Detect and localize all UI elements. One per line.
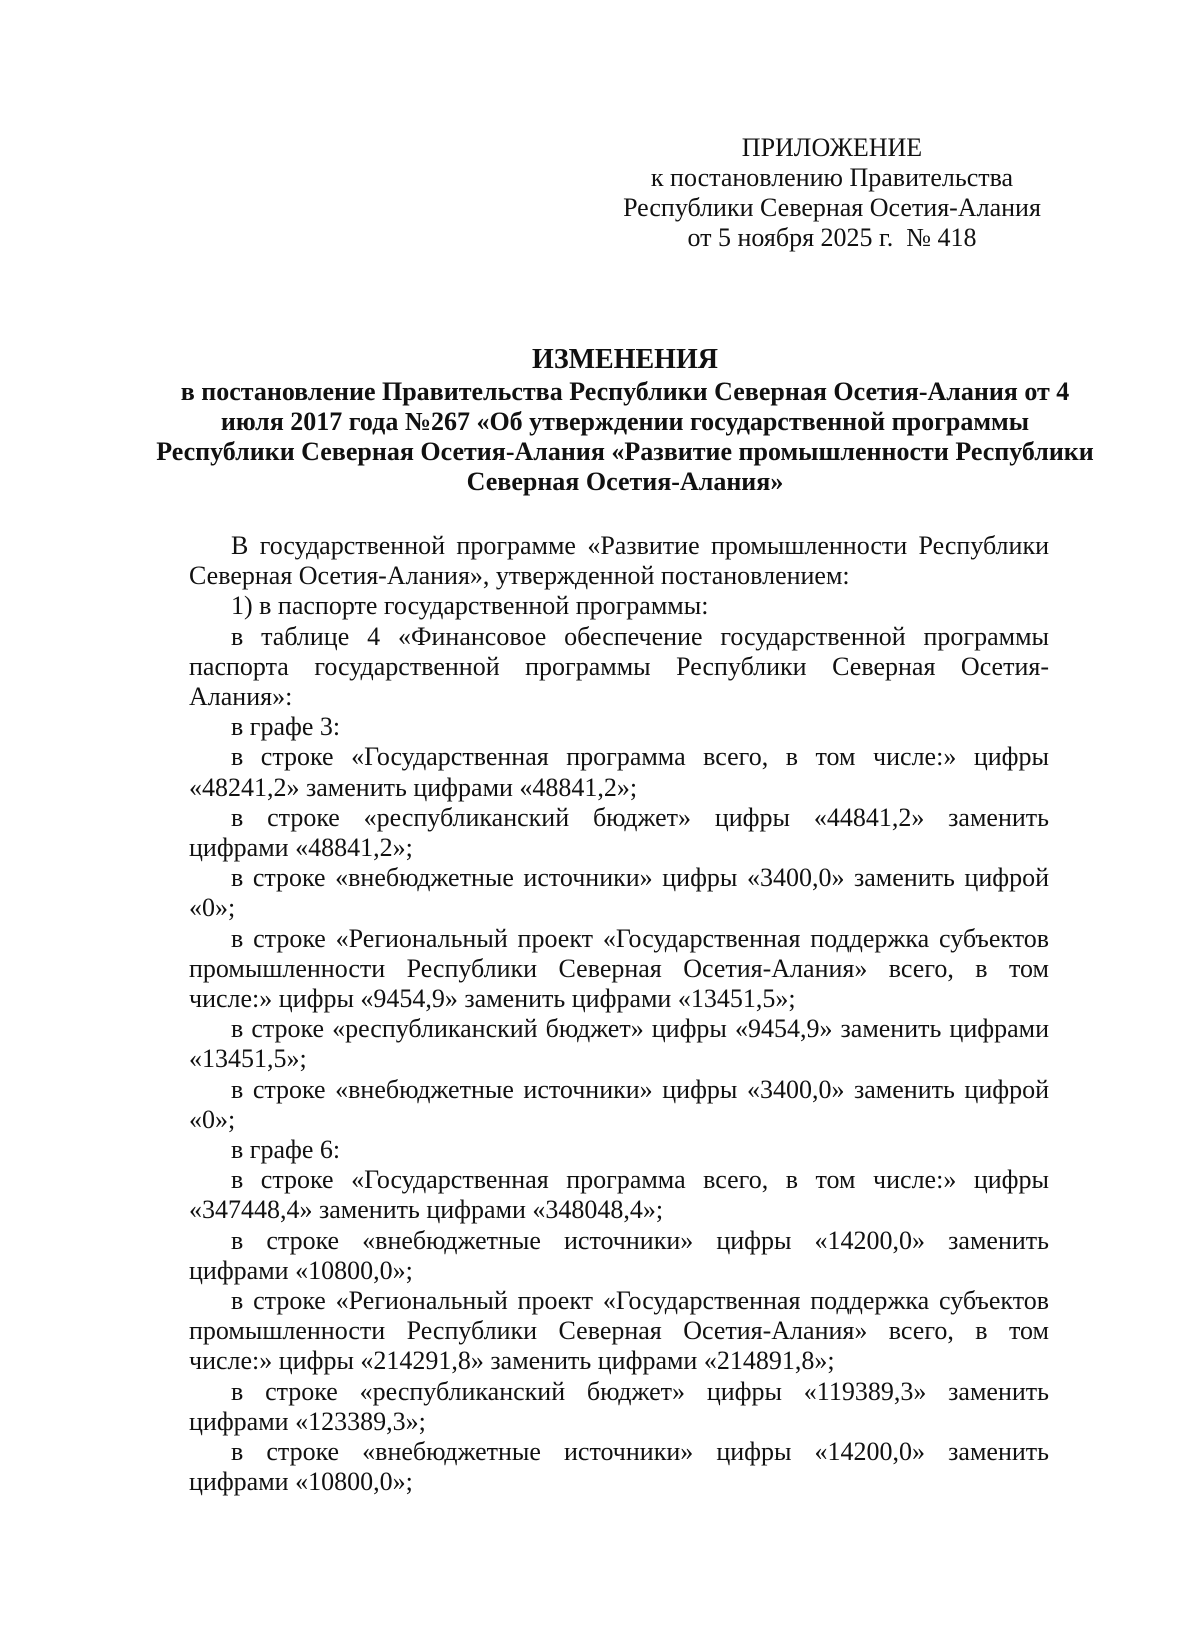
paragraph-column-6: в графе 6: xyxy=(231,1135,341,1165)
heading-subtitle: в постановление Правительства Республики Северная Осетия-Алания от 4 июля 2017 года №267 «Об утверждении государственной программы Республики Северная Осетия-Алания «Развитие промышленности Республики Северная Осетия-Алания» xyxy=(156,377,1094,496)
paragraph-item: в строке «республиканский бюджет» цифры «44841,2» заменить цифрами «48841,2»; xyxy=(189,802,1049,863)
paragraph-item: в строке «Региональный проект «Государственная поддержка субъектов промышленности Республики Северная Осетия-Алания» всего, в том числе:» цифры «214291,8» заменить цифрами «214891,8»; xyxy=(189,1286,1049,1376)
paragraph-item: в строке «внебюджетные источники» цифры «3400,0» заменить цифрой «0»; xyxy=(189,1074,1049,1134)
paragraph-item: в строке «Региональный проект «Государственная поддержка субъектов промышленности Республики Северная Осетия-Алания» всего, в том числе:» цифры «9454,9» заменить цифрами «13451,5»; xyxy=(189,923,1049,1014)
paragraph-item: в строке «Государственная программа всего, в том числе:» цифры «347448,4» заменить цифрами «348048,4»; xyxy=(189,1165,1049,1225)
appendix-header xyxy=(612,133,1052,253)
appendix-line-1: к постановлению Правительства xyxy=(650,163,1014,192)
appendix-title: ПРИЛОЖЕНИЕ xyxy=(741,133,923,162)
paragraph-column-3: в графе 3: xyxy=(231,712,341,742)
heading-title: ИЗМЕНЕНИЯ xyxy=(532,344,718,375)
paragraph-item: в строке «внебюджетные источники» цифры «3400,0» заменить цифрой «0»; xyxy=(189,863,1049,923)
paragraph-item: в строке «республиканский бюджет» цифры «9454,9» заменить цифрами «13451,5»; xyxy=(189,1014,1049,1074)
paragraph-passport: 1) в паспорте государственной программы: xyxy=(231,591,709,621)
document-heading xyxy=(150,345,1100,497)
paragraph-item: в строке «республиканский бюджет» цифры «119389,3» заменить цифрами «123389,3»; xyxy=(189,1376,1049,1436)
document-body xyxy=(189,531,1049,1498)
paragraph-intro: В государственной программе «Развитие промышленности Республики Северная Осетия-Алания», утвержденной постановлением: xyxy=(189,531,1049,591)
paragraph-item: в строке «Государственная программа всего, в том числе:» цифры «48241,2» заменить цифрами «48841,2»; xyxy=(189,742,1049,802)
paragraph-item: в строке «внебюджетные источники» цифры «14200,0» заменить цифрами «10800,0»; xyxy=(189,1225,1049,1285)
paragraph-item: в строке «внебюджетные источники» цифры «14200,0» заменить цифрами «10800,0»; xyxy=(189,1437,1049,1497)
paragraph-table-4: в таблице 4 «Финансовое обеспечение государственной программы паспорта государственной программы Республики Северная Осетия-Алания»: xyxy=(189,621,1049,712)
appendix-line-2: Республики Северная Осетия-Алания xyxy=(623,193,1041,222)
appendix-line-3: от 5 ноября 2025 г. № 418 xyxy=(687,223,977,252)
